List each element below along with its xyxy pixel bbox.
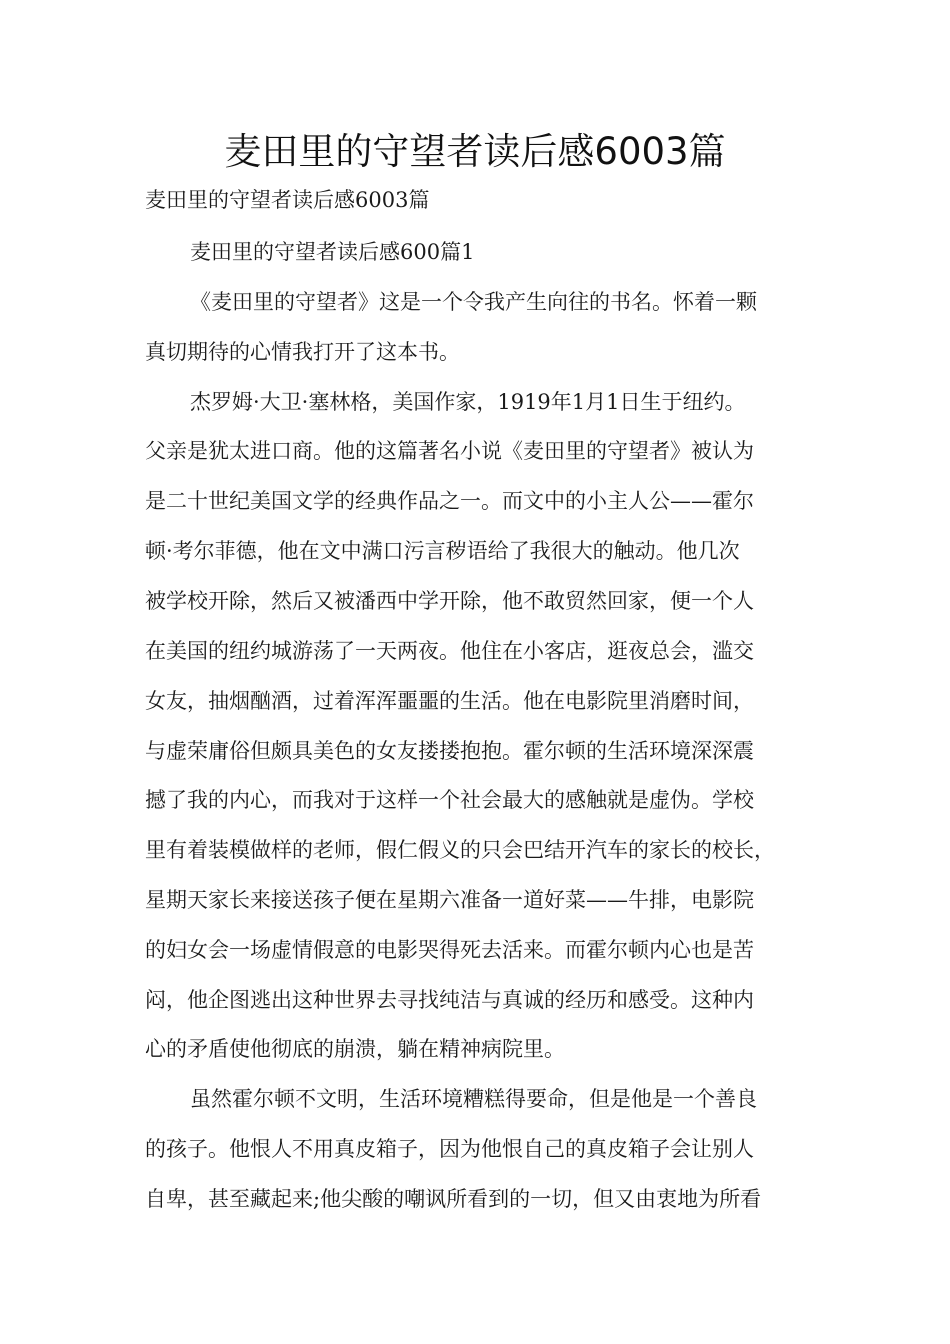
paragraph-line: 的孩子。他恨人不用真皮箱子，因为他恨自己的真皮箱子会让别人	[145, 1137, 754, 1161]
paragraph-line: 《麦田里的守望者》这是一个令我产生向往的书名。怀着一颗	[190, 290, 757, 314]
paragraph-line: 被学校开除，然后又被潘西中学开除，他不敢贸然回家，便一个人	[145, 589, 754, 613]
paragraph-line: 杰罗姆·大卫·塞林格，美国作家，1919年1月1日生于纽约。	[190, 390, 746, 414]
paragraph-line: 与虚荣庸俗但颇具美色的女友搂搂抱抱。霍尔顿的生活环境深深震	[145, 739, 754, 763]
paragraph-line: 的妇女会一场虚情假意的电影哭得死去活来。而霍尔顿内心也是苦	[145, 938, 754, 962]
paragraph-line: 自卑，甚至藏起来;他尖酸的嘲讽所看到的一切，但又由衷地为所看	[145, 1187, 762, 1211]
paragraph-line: 是二十世纪美国文学的经典作品之一。而文中的小主人公——霍尔	[145, 489, 754, 513]
paragraph-line: 女友，抽烟酗酒，过着浑浑噩噩的生活。他在电影院里消磨时间，	[145, 689, 754, 713]
document-title: 麦田里的守望者读后感6003篇	[224, 130, 726, 173]
section-heading: 麦田里的守望者读后感600篇1	[190, 240, 475, 264]
paragraph-line: 心的矛盾使他彻底的崩溃，躺在精神病院里。	[145, 1037, 565, 1061]
paragraph-line: 虽然霍尔顿不文明，生活环境糟糕得要命，但是他是一个善良	[190, 1087, 757, 1111]
paragraph-line: 在美国的纽约城游荡了一天两夜。他住在小客店，逛夜总会，滥交	[145, 639, 754, 663]
paragraph-line: 真切期待的心情我打开了这本书。	[145, 340, 460, 364]
paragraph-line: 星期天家长来接送孩子便在星期六准备一道好菜——牛排，电影院	[145, 888, 754, 912]
paragraph-line: 顿·考尔菲德，他在文中满口污言秽语给了我很大的触动。他几次	[145, 539, 740, 563]
paragraph-line: 撼了我的内心，而我对于这样一个社会最大的感触就是虚伪。学校	[145, 788, 754, 812]
paragraph-line: 父亲是犹太进口商。他的这篇著名小说《麦田里的守望者》被认为	[145, 439, 754, 463]
paragraph-line: 闷，他企图逃出这种世界去寻找纯洁与真诚的经历和感受。这种内	[145, 988, 754, 1012]
document-subtitle: 麦田里的守望者读后感6003篇	[145, 188, 430, 212]
paragraph-line: 里有着装模做样的老师，假仁假义的只会巴结开汽车的家长的校长，	[145, 838, 775, 862]
